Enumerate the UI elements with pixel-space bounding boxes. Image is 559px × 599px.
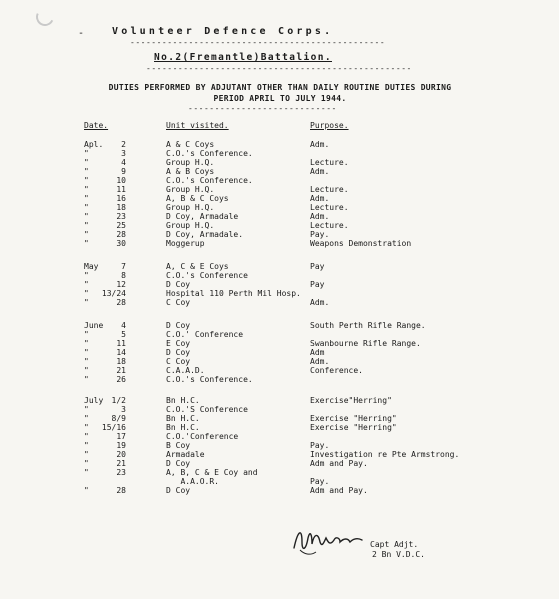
- row-month: ": [84, 289, 89, 298]
- row-day: 1/2: [111, 396, 126, 405]
- row-unit: A, B & C Coys: [166, 194, 229, 203]
- row-unit: D Coy: [166, 321, 191, 330]
- row-purpose: Adm: [310, 348, 325, 357]
- row-day: 3: [121, 149, 126, 158]
- column-header-unit: Unit visited.: [166, 121, 229, 130]
- row-day: 23: [116, 468, 126, 477]
- row-day: 23: [116, 212, 126, 221]
- row-day: 26: [116, 375, 126, 384]
- row-day: 13/24: [101, 289, 126, 298]
- signature-title-line2: 2 Bn V.D.C.: [372, 550, 425, 559]
- row-month: ": [84, 167, 89, 176]
- row-month: ": [84, 375, 89, 384]
- row-month: ": [84, 348, 89, 357]
- row-day: 4: [121, 158, 126, 167]
- row-month: ": [84, 366, 89, 375]
- row-unit: C.O.'S Conference: [166, 405, 248, 414]
- row-purpose: Pay: [310, 262, 325, 271]
- row-unit: A.A.O.R.: [166, 477, 219, 486]
- row-month: Apl.: [84, 140, 104, 149]
- row-purpose: Pay.: [310, 441, 330, 450]
- row-month: ": [84, 271, 89, 280]
- punch-hole-mark: [33, 5, 56, 28]
- row-day: 11: [116, 185, 126, 194]
- document-heading: [80, 82, 480, 104]
- row-purpose: Pay.: [310, 477, 330, 486]
- row-purpose: Lecture.: [310, 185, 349, 194]
- row-unit: D Coy: [166, 459, 191, 468]
- row-month: June: [84, 321, 104, 330]
- row-day: 21: [116, 366, 126, 375]
- row-day: 5: [121, 330, 126, 339]
- row-day: 3: [121, 405, 126, 414]
- row-day: 21: [116, 459, 126, 468]
- corps-title: Volunteer Defence Corps.: [112, 26, 334, 37]
- heading-line-2: PERIOD APRIL TO JULY 1944.: [213, 94, 347, 103]
- row-day: 4: [121, 321, 126, 330]
- row-day: 16: [116, 194, 126, 203]
- row-purpose: Adm and Pay.: [310, 486, 368, 495]
- row-unit: E Coy: [166, 339, 191, 348]
- row-month: ": [84, 441, 89, 450]
- row-day: 8/9: [111, 414, 126, 423]
- row-month: ": [84, 239, 89, 248]
- row-unit: D Coy, Armadale.: [166, 230, 244, 239]
- row-unit: C.O.'s Conference.: [166, 176, 253, 185]
- row-month: ": [84, 459, 89, 468]
- row-unit: D Coy: [166, 348, 191, 357]
- row-day: 30: [116, 239, 126, 248]
- row-unit: C Coy: [166, 298, 191, 307]
- row-day: 28: [116, 486, 126, 495]
- row-month: ": [84, 432, 89, 441]
- signature-title-line1: Capt Adjt.: [370, 540, 419, 549]
- row-purpose: Weapons Demonstration: [310, 239, 412, 248]
- row-unit: Bn H.C.: [166, 423, 200, 432]
- row-month: ": [84, 221, 89, 230]
- row-unit: Armadale: [166, 450, 205, 459]
- row-unit: D Coy, Armadale: [166, 212, 239, 221]
- row-month: ": [84, 405, 89, 414]
- rule-1: ------------------------------------------------: [130, 38, 386, 47]
- row-unit: Group H.Q.: [166, 185, 215, 194]
- row-unit: Group H.Q.: [166, 203, 215, 212]
- row-unit: Hospital 110 Perth Mil Hosp.: [166, 289, 301, 298]
- row-day: 19: [116, 441, 126, 450]
- rule-2: --------------------------------------------------: [146, 64, 412, 73]
- row-purpose: Adm.: [310, 140, 330, 149]
- row-unit: A & C Coys: [166, 140, 215, 149]
- row-day: 28: [116, 298, 126, 307]
- row-day: 12: [116, 280, 126, 289]
- row-month: ": [84, 423, 89, 432]
- corps-prefix: -: [78, 28, 85, 39]
- row-day: 17: [116, 432, 126, 441]
- row-unit: B Coy: [166, 441, 191, 450]
- row-month: ": [84, 203, 89, 212]
- row-month: July: [84, 396, 104, 405]
- row-unit: C.O.'Conference: [166, 432, 239, 441]
- row-day: 25: [116, 221, 126, 230]
- row-month: May: [84, 262, 99, 271]
- column-header-date: Date.: [84, 121, 109, 130]
- row-unit: C.O.' Conference: [166, 330, 244, 339]
- row-day: 10: [116, 176, 126, 185]
- row-month: ": [84, 414, 89, 423]
- row-month: ": [84, 280, 89, 289]
- row-unit: C.O.'s Conference.: [166, 375, 253, 384]
- row-month: ": [84, 185, 89, 194]
- row-day: 18: [116, 203, 126, 212]
- row-purpose: Adm.: [310, 357, 330, 366]
- row-unit: Group H.Q.: [166, 221, 215, 230]
- row-day: 8: [121, 271, 126, 280]
- row-purpose: Exercise "Herring": [310, 414, 397, 423]
- row-purpose: Lecture.: [310, 221, 349, 230]
- row-unit: C.O.'s Conference.: [166, 149, 253, 158]
- row-purpose: South Perth Rifle Range.: [310, 321, 426, 330]
- row-purpose: Lecture.: [310, 203, 349, 212]
- column-header-purpose: Purpose.: [310, 121, 349, 130]
- row-unit: D Coy: [166, 486, 191, 495]
- row-unit: C.O.'s Conference: [166, 271, 248, 280]
- row-purpose: Swanbourne Rifle Range.: [310, 339, 421, 348]
- row-day: 20: [116, 450, 126, 459]
- row-day: 14: [116, 348, 126, 357]
- row-month: ": [84, 330, 89, 339]
- row-day: 2: [121, 140, 126, 149]
- row-unit: A & B Coys: [166, 167, 215, 176]
- row-month: ": [84, 339, 89, 348]
- row-purpose: Conference.: [310, 366, 363, 375]
- row-day: 7: [121, 262, 126, 271]
- row-unit: A, C & E Coys: [166, 262, 229, 271]
- battalion-title: No.2(Fremantle)Battalion.: [154, 52, 332, 63]
- row-unit: D Coy: [166, 280, 191, 289]
- row-month: ": [84, 212, 89, 221]
- row-month: ": [84, 468, 89, 477]
- rule-3: ----------------------------: [188, 104, 337, 113]
- row-day: 9: [121, 167, 126, 176]
- row-month: ": [84, 158, 89, 167]
- row-month: ": [84, 194, 89, 203]
- row-purpose: Exercise "Herring": [310, 423, 397, 432]
- row-month: ": [84, 450, 89, 459]
- row-month: ": [84, 149, 89, 158]
- row-unit: Bn H.C.: [166, 414, 200, 423]
- row-purpose: Adm and Pay.: [310, 459, 368, 468]
- row-unit: Bn H.C.: [166, 396, 200, 405]
- signature: [290, 520, 364, 560]
- row-purpose: Pay.: [310, 230, 330, 239]
- row-unit: Group H.Q.: [166, 158, 215, 167]
- row-day: 28: [116, 230, 126, 239]
- row-purpose: Adm.: [310, 167, 330, 176]
- row-purpose: Pay: [310, 280, 325, 289]
- row-purpose: Adm.: [310, 194, 330, 203]
- row-day: 18: [116, 357, 126, 366]
- row-day: 11: [116, 339, 126, 348]
- row-purpose: Lecture.: [310, 158, 349, 167]
- row-month: ": [84, 486, 89, 495]
- row-day: 15/16: [101, 423, 126, 432]
- row-purpose: Adm.: [310, 212, 330, 221]
- row-unit: C Coy: [166, 357, 191, 366]
- row-month: ": [84, 176, 89, 185]
- row-unit: C.A.A.D.: [166, 366, 205, 375]
- row-purpose: Investigation re Pte Armstrong.: [310, 450, 460, 459]
- row-unit: A, B, C & E Coy and: [166, 468, 258, 477]
- row-month: ": [84, 230, 89, 239]
- row-unit: Moggerup: [166, 239, 205, 248]
- row-month: ": [84, 298, 89, 307]
- row-purpose: Adm.: [310, 298, 330, 307]
- row-month: ": [84, 357, 89, 366]
- heading-line-1: DUTIES PERFORMED BY ADJUTANT OTHER THAN DAILY ROUTINE DUTIES DURING: [108, 83, 452, 92]
- row-purpose: Exercise"Herring": [310, 396, 392, 405]
